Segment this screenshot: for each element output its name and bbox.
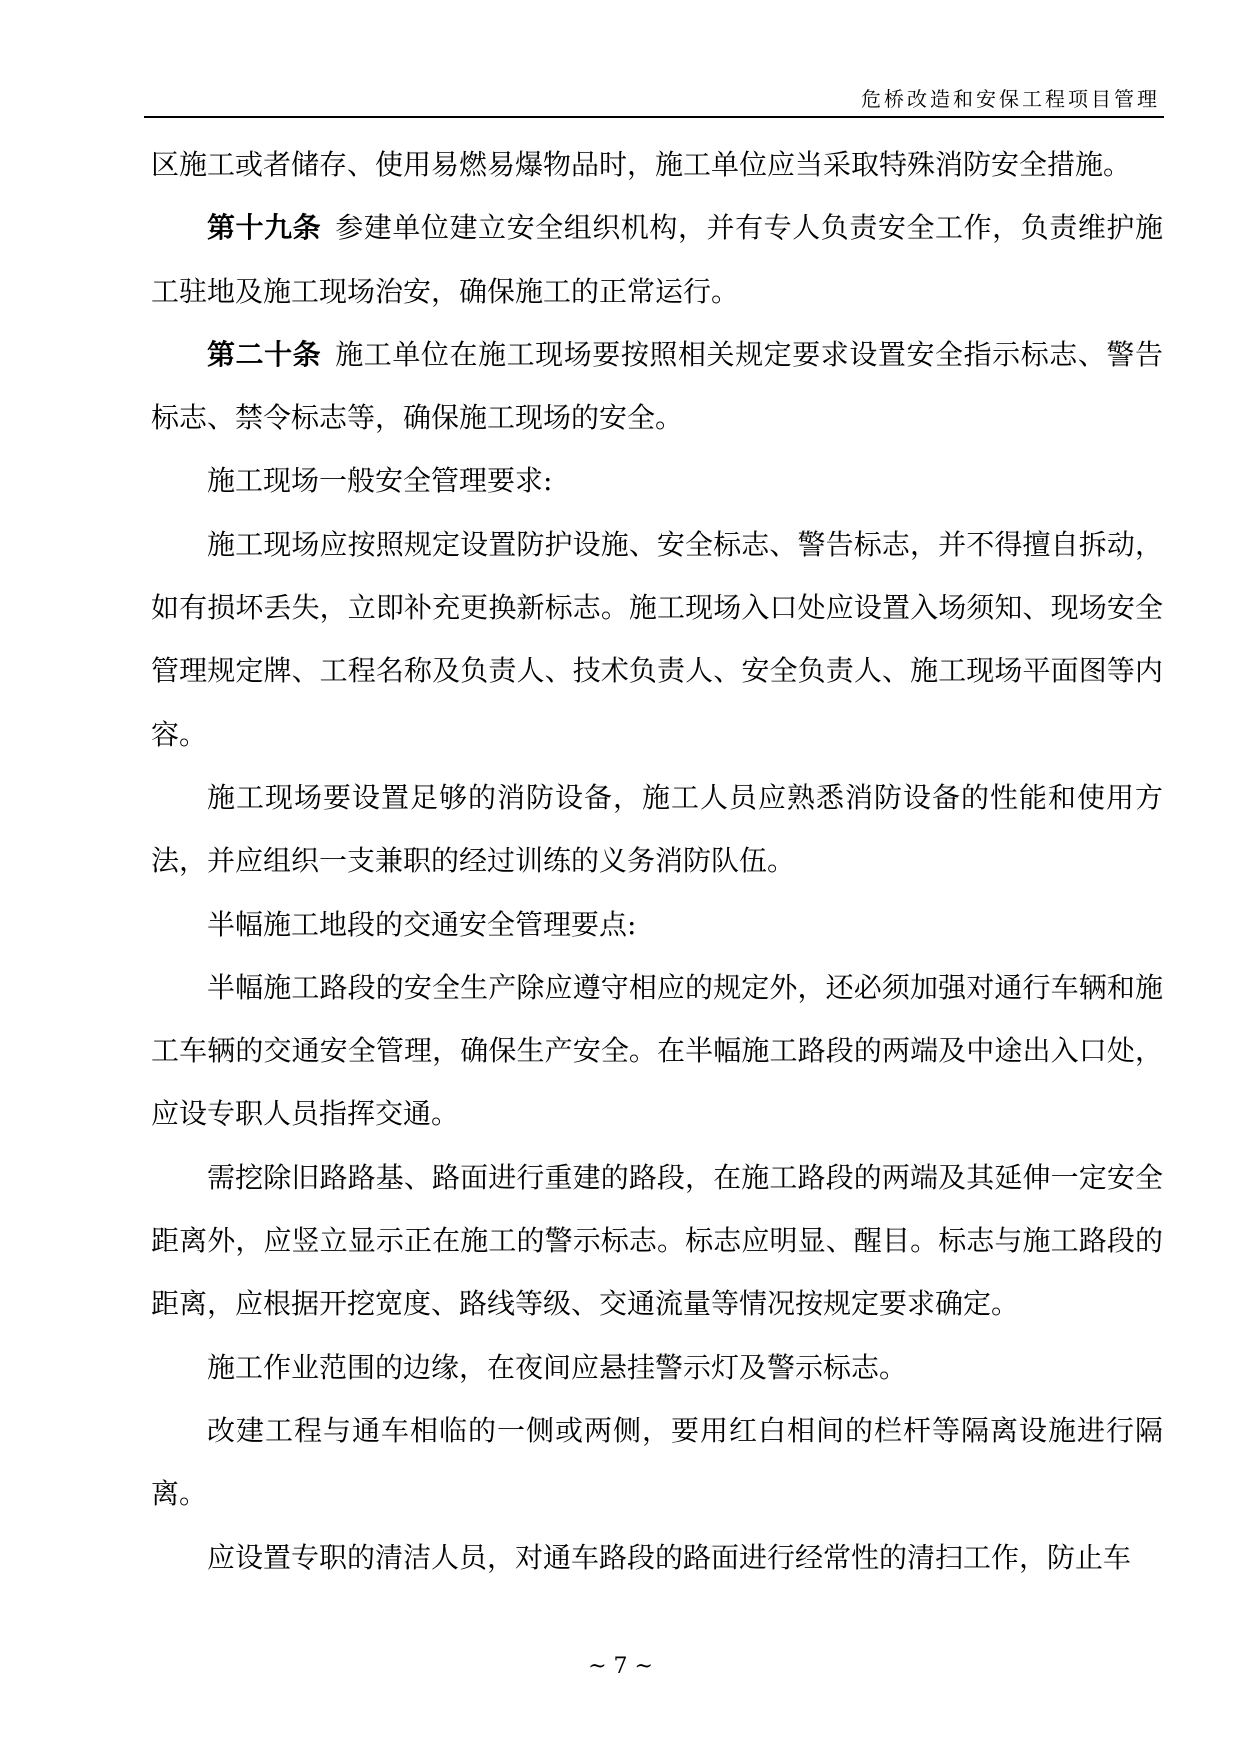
paragraph-text: 参建单位建立安全组织机构，并有专人负责安全工作，负责维护施工驻地及施工现场治安，确保施工的正常运行。 (151, 211, 1163, 308)
paragraph-fire-equipment (151, 766, 1163, 893)
page-number: ~ 7 ~ (588, 1654, 653, 1679)
paragraph-cleaning (151, 1526, 1163, 1589)
section-heading-general-safety (151, 449, 1163, 512)
document-body (151, 133, 1163, 1589)
header-title: 危桥改造和安保工程项目管理 (861, 87, 1160, 111)
paragraph-text: 半幅施工地段的交通安全管理要点: (207, 907, 637, 941)
article-number: 第十九条 (207, 211, 322, 245)
article-19 (151, 196, 1163, 323)
paragraph-text: 施工现场要设置足够的消防设备，施工人员应熟悉消防设备的性能和使用方法，并应组织一支兼职的经过训练的义务消防队伍。 (151, 780, 1163, 878)
article-20 (151, 323, 1163, 450)
paragraph-text: 施工现场应按照规定设置防护设施、安全标志、警告标志，并不得擅自拆动，如有损坏丢失，立即补充更换新标志。施工现场入口处应设置入场须知、现场安全管理规定牌、工程名称及负责人、技术负责人、安全负责人、施工现场平面图等内容。 (151, 527, 1163, 751)
article-number: 第二十条 (207, 337, 322, 371)
paragraph-continuation (151, 133, 1163, 196)
paragraph-text: 半幅施工路段的安全生产除应遵守相应的规定外，还必须加强对通行车辆和施工车辆的交通安全管理，确保生产安全。在半幅施工路段的两端及中途出入口处，应设专职人员指挥交通。 (151, 970, 1163, 1131)
paragraph-text: 区施工或者储存、使用易燃易爆物品时，施工单位应当采取特殊消防安全措施。 (151, 148, 1132, 181)
paragraph-night-lights (151, 1336, 1163, 1399)
paragraph-text: 施工单位在施工现场要按照相关规定要求设置安全指示标志、警告标志、禁令标志等，确保施工现场的安全。 (151, 337, 1163, 435)
page-header (144, 82, 1164, 118)
paragraph-half-width-safety (151, 956, 1163, 1146)
paragraph-text: 施工现场一般安全管理要求: (207, 464, 553, 498)
paragraph-text: 改建工程与通车相临的一侧或两侧，要用红白相间的栏杆等隔离设施进行隔离。 (151, 1413, 1163, 1511)
paragraph-text: 应设置专职的清洁人员，对通车路段的路面进行经常性的清扫工作，防止车 (207, 1540, 1132, 1574)
paragraph-rebuild-warning (151, 1146, 1163, 1336)
paragraph-text: 施工作业范围的边缘，在夜间应悬挂警示灯及警示标志。 (207, 1350, 908, 1384)
section-heading-half-width (151, 893, 1163, 956)
paragraph-isolation (151, 1399, 1163, 1526)
paragraph-text: 需挖除旧路路基、路面进行重建的路段，在施工路段的两端及其延伸一定安全距离外，应竖立显示正在施工的警示标志。标志应明显、醒目。标志与施工路段的距离，应根据开挖宽度、路线等级、交通流量等情况按规定要求确定。 (151, 1160, 1163, 1321)
paragraph-protective-facilities (151, 513, 1163, 766)
